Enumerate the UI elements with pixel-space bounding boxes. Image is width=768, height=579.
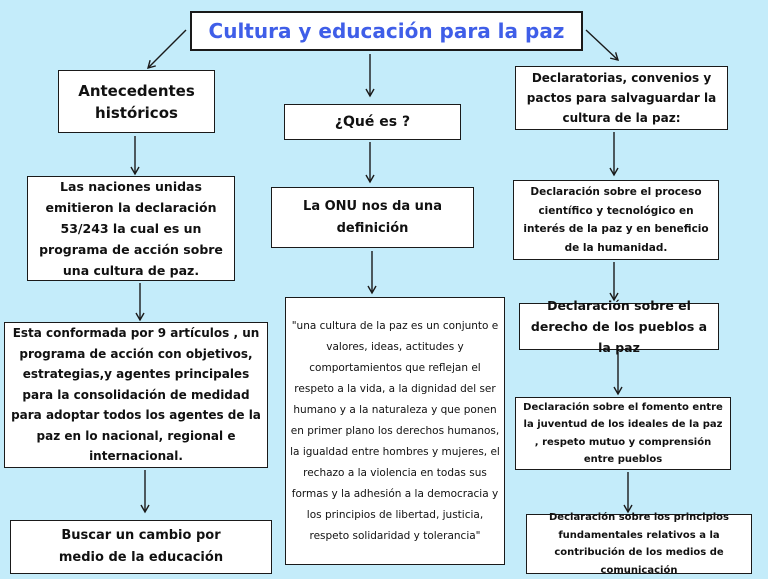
node-derecho-pueblos-text: Declaración sobre el derecho de los pueblos a la paz bbox=[530, 298, 708, 355]
node-naciones-unidas bbox=[27, 176, 235, 281]
node-proceso-cientifico-text: Declaración sobre el proceso científico y tecnológico en interés de la paz y en beneficio de la humanidad. bbox=[523, 186, 709, 254]
node-proceso-cientifico bbox=[513, 180, 719, 260]
page-title: Cultura y educación para la paz bbox=[208, 19, 565, 43]
node-juventud bbox=[515, 397, 731, 470]
arrow-title-right bbox=[586, 30, 618, 60]
node-articulos-text: Esta conformada por 9 artículos , un programa de acción con objetivos, estrategias,y agentes principales para la consolidación de medidad para adoptar todos los agentes de la paz en lo nacional, regional e internacional. bbox=[11, 326, 261, 464]
node-declaratorias bbox=[515, 66, 728, 130]
node-medios-comunicacion-text: Declaración sobre los principios fundamentales relativos a la contribución de los medios de comunicación bbox=[549, 512, 729, 576]
node-medios-comunicacion bbox=[526, 514, 752, 574]
node-que-es-label: ¿Qué es ? bbox=[334, 114, 411, 130]
node-antecedentes-label: Antecedentes históricos bbox=[78, 81, 195, 122]
title-box bbox=[190, 11, 583, 51]
node-que-es bbox=[284, 104, 461, 140]
node-declaratorias-text: Declaratorias, convenios y pactos para salvaguardar la cultura de la paz: bbox=[526, 71, 717, 125]
node-juventud-text: Declaración sobre el fomento entre la juventud de los ideales de la paz , respeto mutuo y comprensión entre pueblos bbox=[523, 401, 723, 465]
arrow-title-left bbox=[148, 30, 186, 68]
node-educacion bbox=[10, 520, 272, 574]
node-derecho-pueblos bbox=[519, 298, 719, 355]
node-antecedentes bbox=[58, 70, 215, 133]
node-onu-text: La ONU nos da una definición bbox=[303, 198, 442, 236]
node-definicion-text: "una cultura de la paz es un conjunto e valores, ideas, actitudes y comportamientos que reflejan el respeto a la vida, a la dignidad del ser humano y a la naturaleza y que ponen en primer plano los derechos humanos, la igualdad entre hombres y mujeres, el rechazo a la violencia en todas sus formas y la adhesión a la democracia y los principios de libertad, justicia, respeto solidaridad y tolerancia" bbox=[290, 319, 500, 542]
node-onu bbox=[271, 187, 474, 248]
node-educacion-text: Buscar un cambio por medio de la educación bbox=[58, 528, 224, 565]
node-articulos bbox=[4, 322, 268, 468]
node-definicion bbox=[285, 297, 505, 565]
node-naciones-unidas-text: Las naciones unidas emitieron la declaración 53/243 la cual es un programa de acción sobre una cultura de paz. bbox=[39, 179, 223, 278]
